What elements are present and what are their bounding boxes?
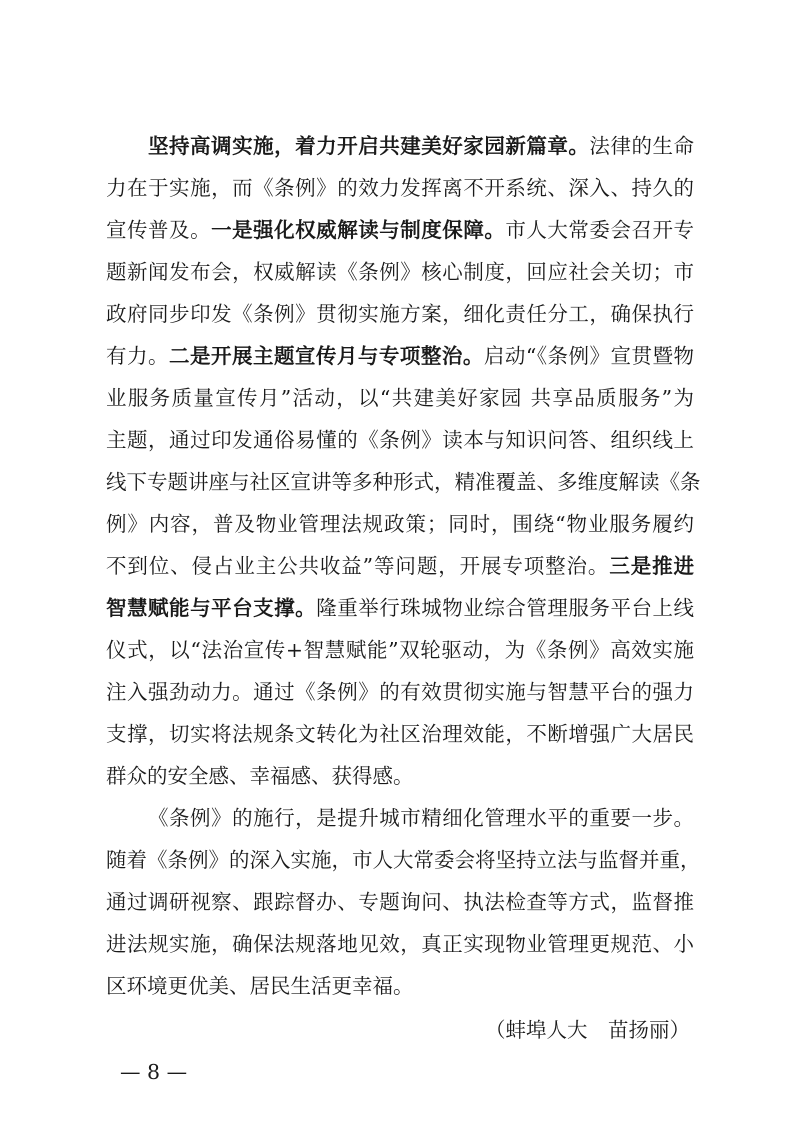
text-line	[106, 378, 694, 418]
text-line	[106, 756, 694, 796]
text-span: 线下专题讲座与社区宣讲等多种形式，精准覆盖、多维度解读《条	[106, 470, 701, 494]
text-line: 区环境更优美、居民生活更幸福。	[106, 974, 414, 998]
text-span: 法律的生命	[589, 134, 695, 158]
text-line	[106, 588, 694, 628]
text-line	[106, 420, 694, 460]
bold-point: 二是开展主题宣传月与专项整治。	[168, 344, 484, 368]
text-line: 进法规实施，确保法规落地见效，真正实现物业管理更规范、小	[106, 932, 694, 956]
page-number: — 8 —	[120, 1060, 188, 1084]
text-span: 宣传普及。	[106, 218, 212, 242]
text-span: 隆重举行珠城物业综合管理服务平台上线	[316, 596, 695, 620]
text-line	[106, 294, 694, 334]
signature: （蚌埠人大 苗扬丽）	[485, 1018, 690, 1042]
text-span: 主题，通过印发通俗易懂的《条例》读本与知识问答、组织线上	[106, 428, 694, 452]
bold-point: 智慧赋能与平台支撑。	[106, 596, 317, 620]
text-line	[106, 504, 694, 544]
text-line	[106, 714, 694, 754]
text-span: 政府同步印发《条例》贯彻实施方案，细化责任分工，确保执行	[106, 302, 694, 326]
text-span: 例》内容，普及物业管理法规政策；同时，围绕“物业服务履约	[106, 512, 694, 536]
text-line: 通过调研视察、跟踪督办、专题询问、执法检查等方式，监督推	[106, 890, 694, 914]
text-line	[106, 546, 694, 586]
text-line: 《条例》的施行，是提升城市精细化管理水平的重要一步。	[148, 806, 694, 830]
text-span: 支撑，切实将法规条文转化为社区治理效能，不断增强广大居民	[106, 722, 694, 746]
text-line	[106, 168, 694, 208]
bold-point: 三是推进	[609, 554, 694, 578]
text-span: 不到位、侵占业主公共收益”等问题，开展专项整治。	[106, 554, 610, 578]
text-span: 启动“《条例》宣贯暨物	[483, 344, 695, 368]
text-span: 群众的安全感、幸福感、获得感。	[106, 764, 414, 788]
text-span: 市人大常委会召开专	[505, 218, 695, 242]
text-line	[106, 210, 694, 250]
text-span: 题新闻发布会，权威解读《条例》核心制度，回应社会关切；市	[106, 260, 694, 284]
text-span: 注入强劲动力。通过《条例》的有效贯彻实施与智慧平台的强力	[106, 680, 694, 704]
text-line: 随着《条例》的深入实施，市人大常委会将坚持立法与监督并重，	[106, 848, 701, 872]
text-line	[106, 462, 701, 502]
bold-point: 一是强化权威解读与制度保障。	[211, 218, 506, 242]
text-line	[106, 630, 694, 670]
text-span: 有力。	[106, 344, 169, 368]
text-span: 仪式，以“法治宣传+智慧赋能”双轮驱动，为《条例》高效实施	[106, 638, 694, 662]
text-line	[106, 252, 694, 292]
text-span: 业服务质量宣传月”活动，以“共建美好家园 共享品质服务”为	[106, 386, 694, 410]
text-span: 力在于实施，而《条例》的效力发挥离不开系统、深入、持久的	[106, 176, 694, 200]
text-line	[106, 672, 694, 712]
text-line	[148, 126, 694, 166]
bold-heading: 坚持高调实施，着力开启共建美好家园新篇章。	[148, 134, 590, 158]
text-line	[106, 336, 694, 376]
